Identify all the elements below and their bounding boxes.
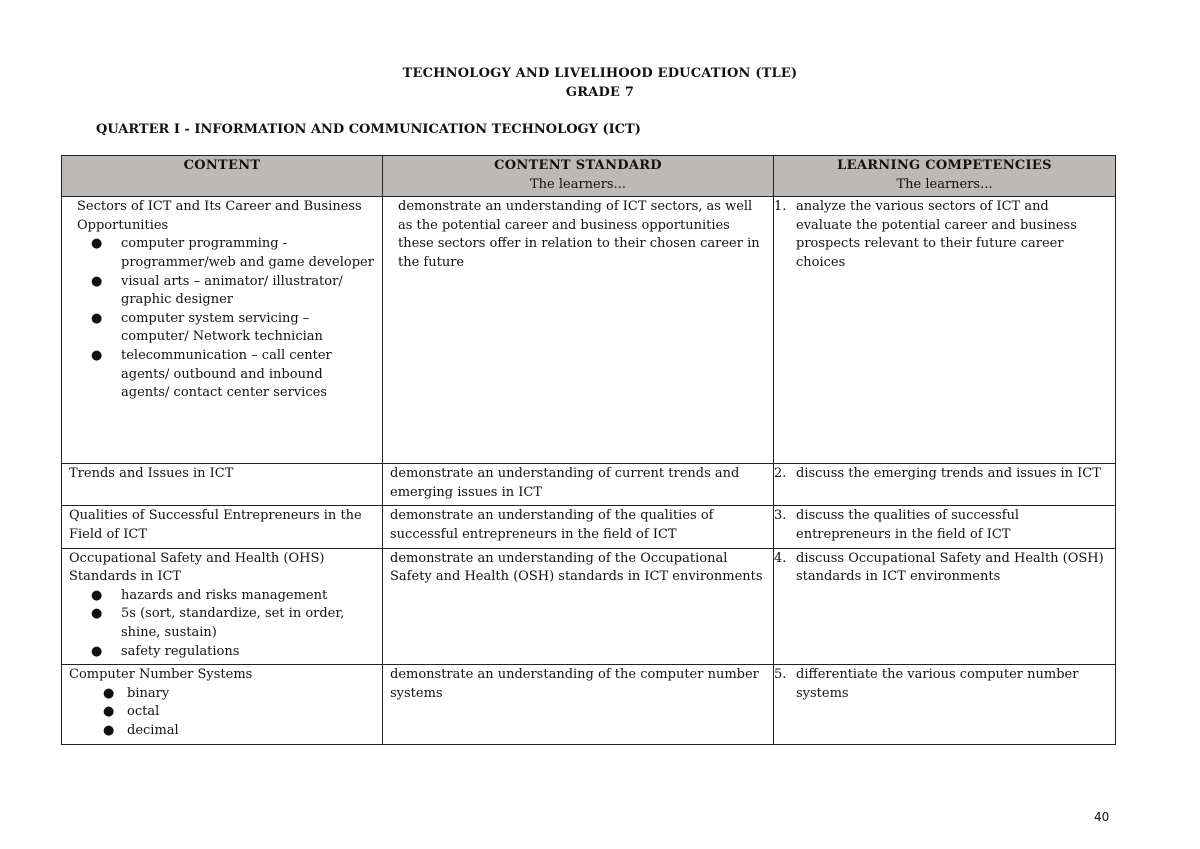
content-cell bbox=[62, 548, 383, 665]
table-header-row bbox=[62, 156, 1116, 197]
bullet-icon: ● bbox=[103, 722, 115, 738]
standard-cell bbox=[383, 548, 774, 665]
header-content bbox=[62, 156, 383, 197]
list-item bbox=[69, 235, 375, 272]
table-row bbox=[62, 665, 1116, 744]
competency-cell bbox=[774, 506, 1116, 548]
standard-text: demonstrate an understanding of the computer number systems bbox=[390, 667, 759, 701]
quarter-heading: QUARTER I - INFORMATION AND COMMUNICATION TECHNOLOGY (ICT) bbox=[96, 122, 641, 137]
competency-cell bbox=[774, 197, 1116, 464]
competency-text bbox=[774, 198, 1108, 272]
bullet-icon: ● bbox=[91, 587, 103, 603]
standard-cell bbox=[383, 506, 774, 548]
list-item bbox=[69, 273, 375, 310]
list-item bbox=[69, 703, 375, 722]
content-cell bbox=[62, 464, 383, 506]
header-content-standard-sub: The learners... bbox=[529, 176, 627, 192]
list-item-text: telecommunication – call center agents/ outbound and inbound agents/ contact center services bbox=[121, 347, 332, 401]
content-title: Occupational Safety and Health (OHS) Standards in ICT bbox=[69, 550, 325, 585]
competency-text bbox=[774, 465, 1108, 484]
bullet-icon: ● bbox=[91, 236, 103, 252]
standard-text: demonstrate an understanding of current trends and emerging issues in ICT bbox=[390, 466, 740, 500]
list-item-text: computer system servicing – computer/ Network technician bbox=[121, 310, 323, 345]
competency-number: 3. bbox=[774, 508, 787, 524]
bullet-icon: ● bbox=[103, 685, 115, 701]
competency-cell bbox=[774, 548, 1116, 665]
list-item-text: hazards and risks management bbox=[121, 587, 328, 603]
competency-number: 5. bbox=[774, 667, 787, 683]
competency-text bbox=[774, 507, 1108, 544]
curriculum-table bbox=[61, 155, 1116, 745]
bullet-icon: ● bbox=[91, 310, 103, 326]
bullet-icon: ● bbox=[91, 606, 103, 622]
list-item bbox=[69, 722, 375, 741]
content-title: Trends and Issues in ICT bbox=[69, 466, 234, 482]
table-row bbox=[62, 548, 1116, 665]
list-item-text: visual arts – animator/ illustrator/ graphic designer bbox=[121, 273, 343, 308]
list-item-text: decimal bbox=[127, 722, 179, 738]
content-list bbox=[69, 685, 375, 741]
bullet-icon: ● bbox=[91, 273, 103, 289]
content-cell bbox=[62, 506, 383, 548]
content-list bbox=[69, 235, 375, 402]
list-item bbox=[69, 685, 375, 704]
competency-text bbox=[774, 666, 1108, 703]
competency-body: analyze the various sectors of ICT and evaluate the potential career and business prospects relevant to their future career choices bbox=[796, 199, 1077, 270]
header-content-standard bbox=[383, 156, 774, 197]
standard-cell bbox=[383, 665, 774, 744]
competency-number: 2. bbox=[774, 466, 787, 482]
standard-text: demonstrate an understanding of ICT sectors, as well as the potential career and business opportunities these sectors offer in relation to their chosen career in the future bbox=[398, 199, 760, 270]
list-item bbox=[69, 347, 375, 403]
list-item-text: binary bbox=[127, 685, 170, 701]
content-title: Qualities of Successful Entrepreneurs in the Field of ICT bbox=[69, 508, 362, 542]
content-list bbox=[69, 587, 375, 661]
list-item bbox=[69, 643, 375, 662]
document-title: TECHNOLOGY AND LIVELIHOOD EDUCATION (TLE) bbox=[402, 66, 798, 81]
list-item-text: octal bbox=[127, 704, 160, 720]
bullet-icon: ● bbox=[103, 704, 115, 720]
competency-body: discuss Occupational Safety and Health (OSH) standards in ICT environments bbox=[796, 550, 1104, 585]
header-learning-competencies bbox=[774, 156, 1116, 197]
standard-cell bbox=[383, 464, 774, 506]
list-item bbox=[69, 605, 375, 642]
standard-text: demonstrate an understanding of the qualities of successful entrepreneurs in the field of ICT bbox=[390, 508, 714, 542]
list-item-text: safety regulations bbox=[121, 643, 240, 659]
content-title: Sectors of ICT and Its Career and Business Opportunities bbox=[77, 199, 362, 233]
competency-number: 1. bbox=[774, 199, 787, 215]
grade-label: GRADE 7 bbox=[565, 85, 635, 100]
competency-cell bbox=[774, 464, 1116, 506]
standard-cell bbox=[383, 197, 774, 464]
page-number: 40 bbox=[1094, 810, 1110, 824]
list-item bbox=[69, 310, 375, 347]
competency-body: discuss the qualities of successful entrepreneurs in the field of ICT bbox=[796, 508, 1020, 542]
list-item bbox=[69, 587, 375, 606]
bullet-icon: ● bbox=[91, 643, 103, 659]
table-row bbox=[62, 197, 1116, 464]
standard-text: demonstrate an understanding of the Occupational Safety and Health (OSH) standards in ICT environments bbox=[390, 550, 763, 585]
competency-cell bbox=[774, 665, 1116, 744]
list-item-text: computer programming - programmer/web and game developer bbox=[121, 236, 374, 270]
competency-body: discuss the emerging trends and issues in ICT bbox=[796, 466, 1101, 482]
content-cell bbox=[62, 197, 383, 464]
table-row bbox=[62, 464, 1116, 506]
header-learning-competencies-label: LEARNING COMPETENCIES bbox=[837, 158, 1052, 173]
content-cell bbox=[62, 665, 383, 744]
table-row bbox=[62, 506, 1116, 548]
competency-text bbox=[774, 550, 1108, 587]
bullet-icon: ● bbox=[91, 347, 103, 363]
header-content-label: CONTENT bbox=[183, 158, 261, 173]
header-content-standard-label: CONTENT STANDARD bbox=[494, 158, 662, 173]
list-item-text: 5s (sort, standardize, set in order, shine, sustain) bbox=[121, 606, 345, 640]
content-title: Computer Number Systems bbox=[69, 667, 253, 683]
header-learning-competencies-sub: The learners... bbox=[896, 176, 993, 192]
competency-body: differentiate the various computer number systems bbox=[796, 667, 1079, 701]
competency-number: 4. bbox=[774, 550, 787, 566]
